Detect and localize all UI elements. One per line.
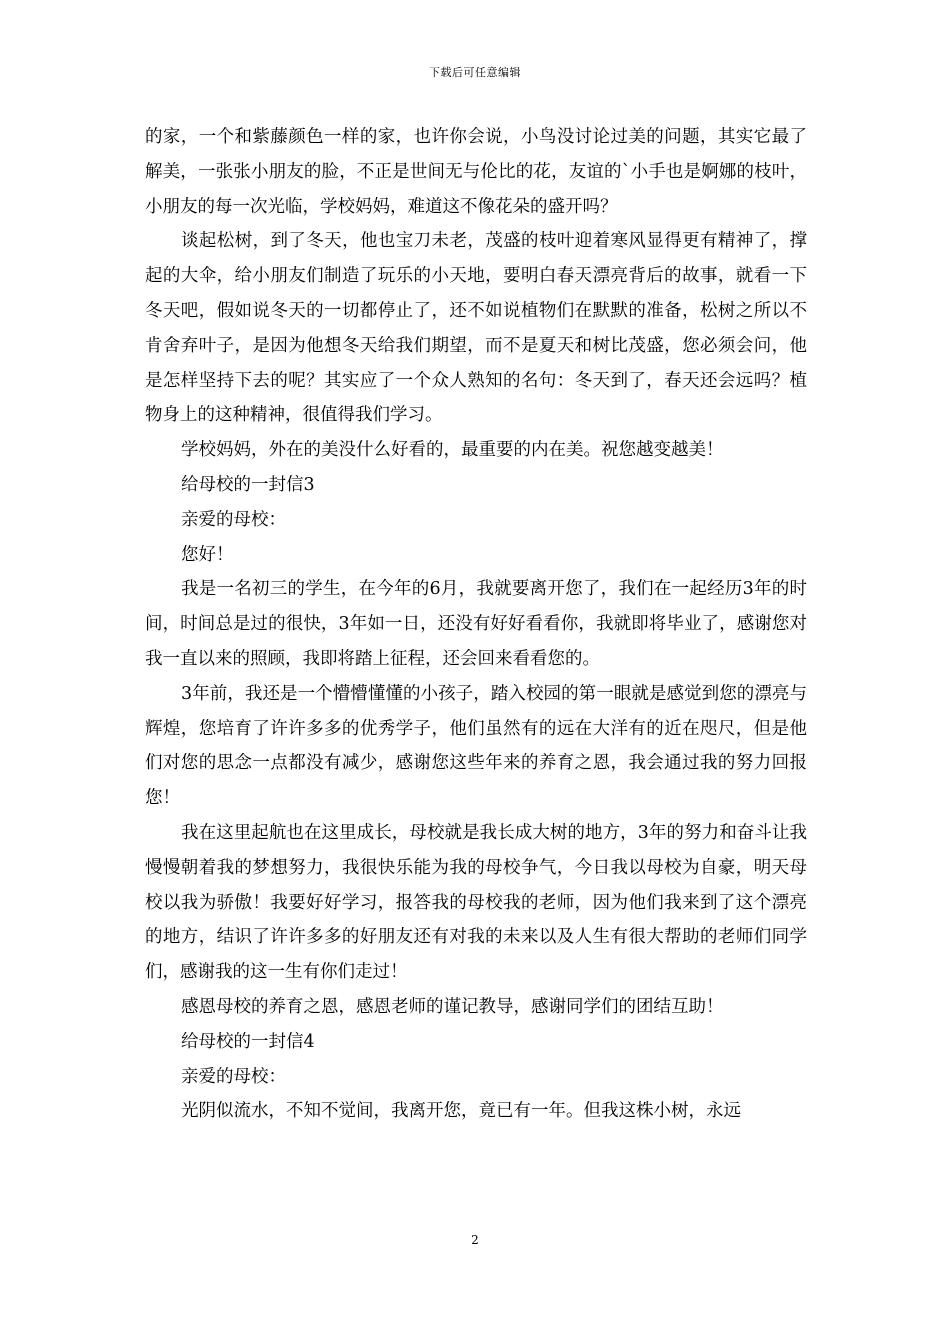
salutation: 亲爱的母校： (181, 1066, 286, 1087)
paragraph: 3年前，我还是一个懵懵懂懂的小孩子，踏入校园的第一眼就是感觉到您的漂亮与辉煌，您培育了许许多多的优秀学子，他们虽然有的远在大洋有的近在咫尺，但是他们对您的思念一点都没有减少，感谢您这些年来的养育之恩，我会通过我的努力回报您！ (145, 683, 807, 809)
paragraph: 学校妈妈，外在的美没什么好看的，最重要的内在美。祝您越变越美！ (181, 440, 724, 461)
paragraph: 的家，一个和紫藤颜色一样的家，也许你会说，小鸟没讨论过美的问题，其实它最了解美，一张张小朋友的脸，不正是世间无与伦比的花，友谊的`小手也是婀娜的枝叶，小朋友的每一次光临，学校妈妈，难道这不像花朵的盛开吗？ (145, 127, 807, 217)
paragraph: 我是一名初三的学生，在今年的6月，我就要离开您了，我们在一起经历3年的时间，时间总是过的很快，3年如一日，还没有好好看看你，我就即将毕业了，感谢您对我一直以来的照顾，我即将踏上征程，还会回来看看您的。 (145, 579, 807, 669)
paragraph: 谈起松树，到了冬天，他也宝刀未老，茂盛的枝叶迎着寒风显得更有精神了，撑起的大伞，给小朋友们制造了玩乐的小天地，要明白春天漂亮背后的故事，就看一下冬天吧，假如说冬天的一切都停止了，还不如说植物们在默默的准备，松树之所以不肯舍弃叶子，是因为他想冬天给我们期望，而不是夏天和树比茂盛，您必须会问，他是怎样坚持下去的呢？其实应了一个众人熟知的名句：冬天到了，春天还会远吗？植物身上的这种精神，很值得我们学习。 (145, 231, 807, 426)
page-number: 2 (471, 1233, 479, 1247)
paragraph: 光阴似流水，不知不觉间，我离开您，竟已有一年。但我这株小树，永远 (181, 1101, 741, 1122)
page-header: 下载后可任意编辑 (429, 66, 521, 79)
salutation: 亲爱的母校： (181, 509, 286, 530)
paragraph: 感恩母校的养育之恩，感恩老师的谨记教导，感谢同学们的团结互助！ (181, 996, 724, 1017)
letter-heading: 给母校的一封信4 (181, 1031, 315, 1052)
paragraph: 我在这里起航也在这里成长，母校就是我长成大树的地方，3年的努力和奋斗让我慢慢朝着我的梦想努力，我很快乐能为我的母校争气，今日我以母校为自豪，明天母校以我为骄傲！我要好好学习，报答我的母校我的老师，因为他们我来到了这个漂亮的地方，结识了许许多多的好朋友还有对我的未来以及人生有很大帮助的老师们同学们，感谢我的这一生有你们走过！ (145, 822, 807, 983)
greeting: 您好！ (181, 544, 234, 565)
letter-heading: 给母校的一封信3 (181, 474, 315, 495)
document-body (145, 120, 807, 1129)
